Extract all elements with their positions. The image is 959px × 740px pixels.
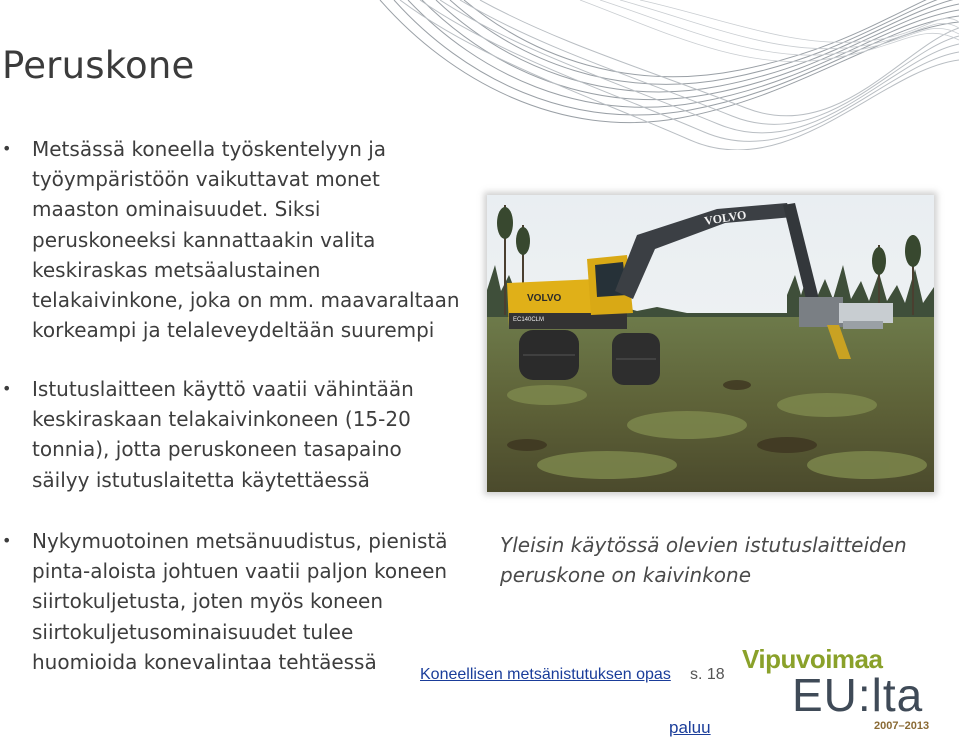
logo-text-eu: EU:lta [792,669,924,721]
bullet-line: telakaivinkone, joka on mm. maavaraltaan [32,288,460,313]
photo-caption [500,530,907,590]
bullet-marker: • [2,139,12,158]
source-guide-link[interactable]: Koneellisen metsänistutuksen opas [420,666,671,683]
logo-text-vipuvoimaa: Vipuvoimaa [742,644,883,674]
bullet-item-3 [2,526,448,677]
bullet-line: korkeampi ja telaleveydeltään suurempi [32,318,435,343]
bullet-line: siirtokuljetusominaisuudet tulee [32,619,354,644]
logo-years: 2007–2013 [874,720,930,732]
bullet-line: pinta-aloista johtuen vaatii paljon koneen [32,559,448,584]
bullet-line: peruskoneeksi kannattaakin valita [32,227,376,252]
bullet-line: tonnia), jotta peruskoneen tasapaino [32,437,402,462]
back-link[interactable]: paluu [669,718,711,737]
bullet-line: huomioida konevalintaa tehtäessä [32,649,377,674]
bullet-line: Metsässä koneella työskentelyyn ja [32,137,387,161]
page-reference: s. 18 [690,666,725,683]
bullet-line: keskiraskas metsäalustainen [32,257,321,282]
excavator-body-brand: VOLVO [527,293,562,304]
excavator-photo [487,195,934,492]
caption-line: Yleisin käytössä olevien istutuslaitteiden [500,533,907,557]
bullet-line: Istutuslaitteen käyttö vaatii vähintään [32,377,414,401]
excavator-boom-brand: VOLVO [703,207,748,228]
caption-line: peruskone on kaivinkone [500,563,752,587]
bullet-line: maaston ominaisuudet. Siksi [32,197,321,222]
bullet-line: siirtokuljetusta, joten myös koneen [32,589,384,614]
bullet-marker: • [2,379,12,398]
bullet-line: säilyy istutuslaitetta käytettäessä [32,467,370,492]
bullet-item-1 [2,134,460,345]
bullet-line: keskiraskaan telakaivinkoneen (15-20 [32,407,411,432]
bullet-line: Nykymuotoinen metsänuudistus, pienistä [32,529,448,553]
decorative-wave-lines [360,0,959,150]
bullet-marker: • [2,531,12,550]
bullet-item-2 [2,374,414,495]
slide-title: Peruskone [2,44,195,87]
vipuvoimaa-eu-logo [742,644,937,736]
bullet-line: työympäristöön vaikuttavat monet [32,167,380,192]
excavator-plate-text: EC140CLM [513,317,545,323]
